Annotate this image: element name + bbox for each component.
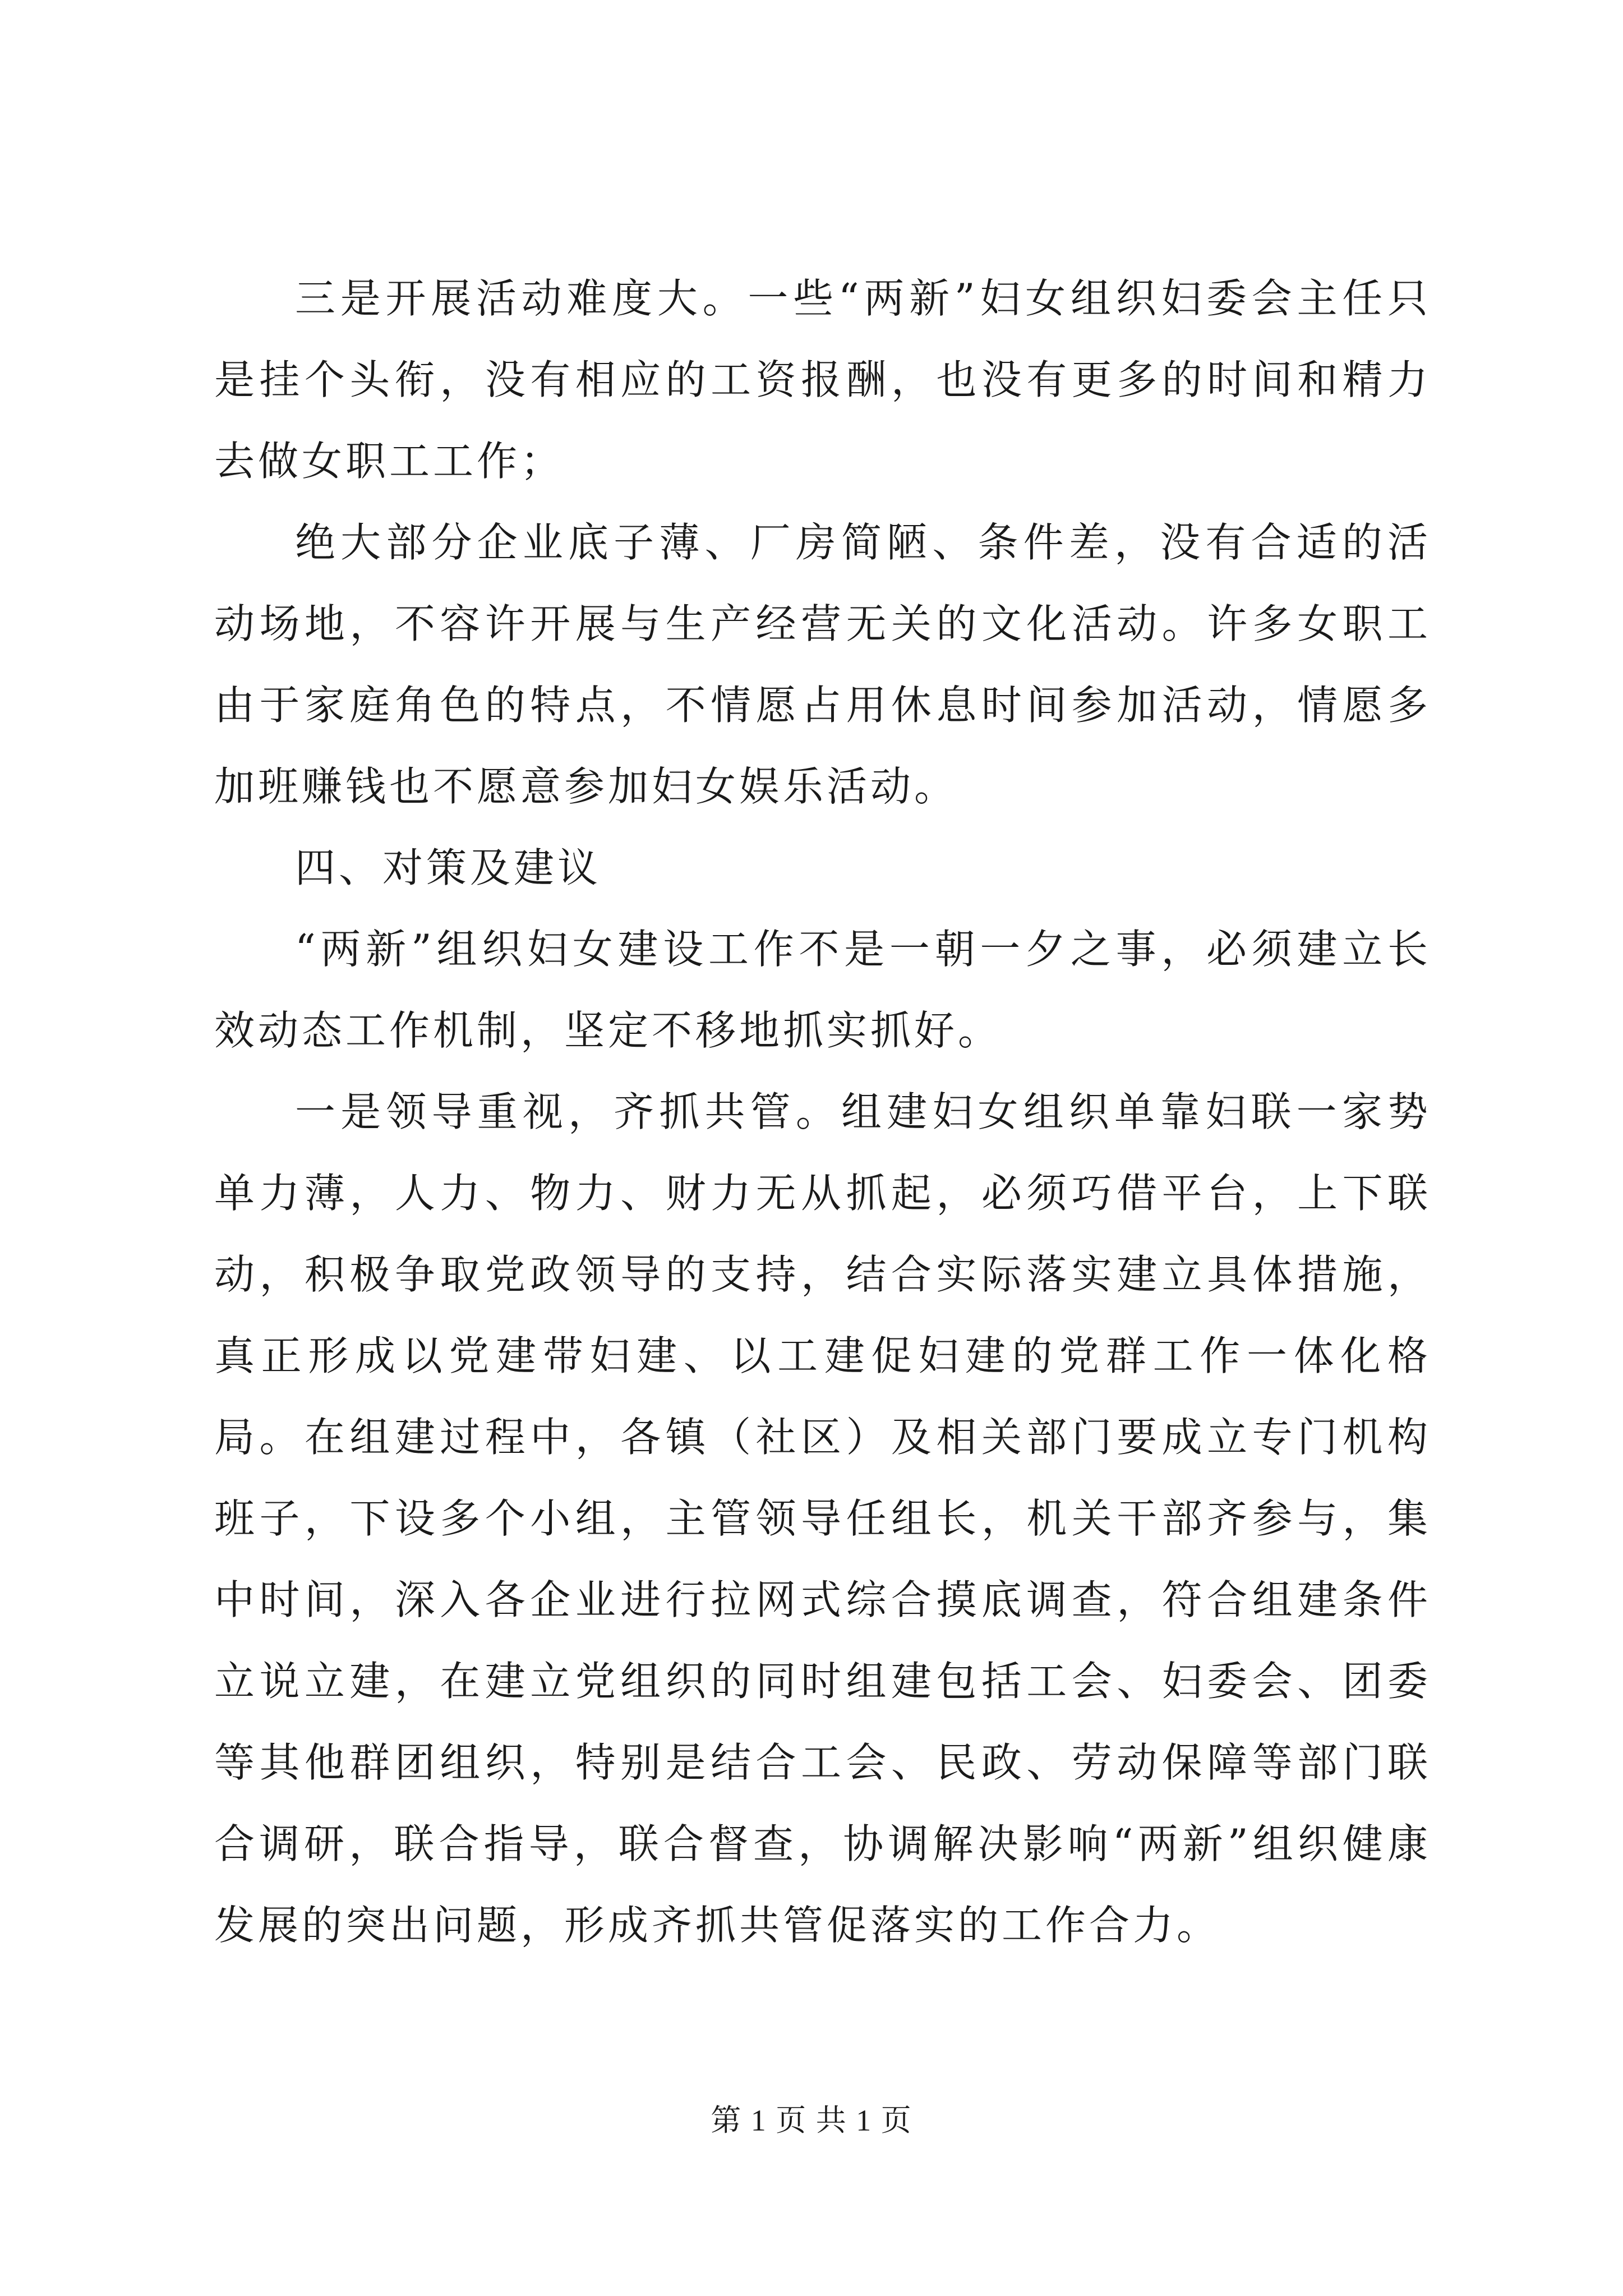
section-heading-countermeasures: 四、对策及建议 [295, 844, 602, 891]
page-footer: 第 1 页 共 1 页 [711, 2104, 912, 2137]
paragraph-enterprise-conditions: 绝大部分企业底子薄、厂房简陋、条件差，没有合适的活动场地，不容许开展与生产经营无关的文化活动。许多女职工由于家庭角色的特点，不情愿占用休息时间参加活动，情愿多加班赚钱也不愿意参加妇女娱乐活动。 [214, 519, 1431, 810]
paragraph-mechanism: “两新”组织妇女建设工作不是一朝一夕之事，必须建立长效动态工作机制，坚定不移地抓实抓好。 [214, 926, 1431, 1054]
paragraph-difficulty: 三是开展活动难度大。一些“两新”妇女组织妇委会主任只是挂个头衔，没有相应的工资报酬，也没有更多的时间和精力去做女职工工作； [214, 275, 1431, 485]
document-body [214, 258, 1431, 1966]
paragraph-leadership: 一是领导重视，齐抓共管。组建妇女组织单靠妇联一家势单力薄，人力、物力、财力无从抓起，必须巧借平台，上下联动，积极争取党政领导的支持，结合实际落实建立具体措施，真正形成以党建带妇建、以工建促妇建的党群工作一体化格局。在组建过程中，各镇（社区）及相关部门要成立专门机构班子，下设多个小组，主管领导任组长，机关干部齐参与，集中时间，深入各企业进行拉网式综合摸底调查，符合组建条件立说立建，在建立党组织的同时组建包括工会、妇委会、团委等其他群团组织，特别是结合工会、民政、劳动保障等部门联合调研，联合指导，联合督查，协调解决影响“两新”组织健康发展的突出问题，形成齐抓共管促落实的工作合力。 [214, 1088, 1431, 1949]
